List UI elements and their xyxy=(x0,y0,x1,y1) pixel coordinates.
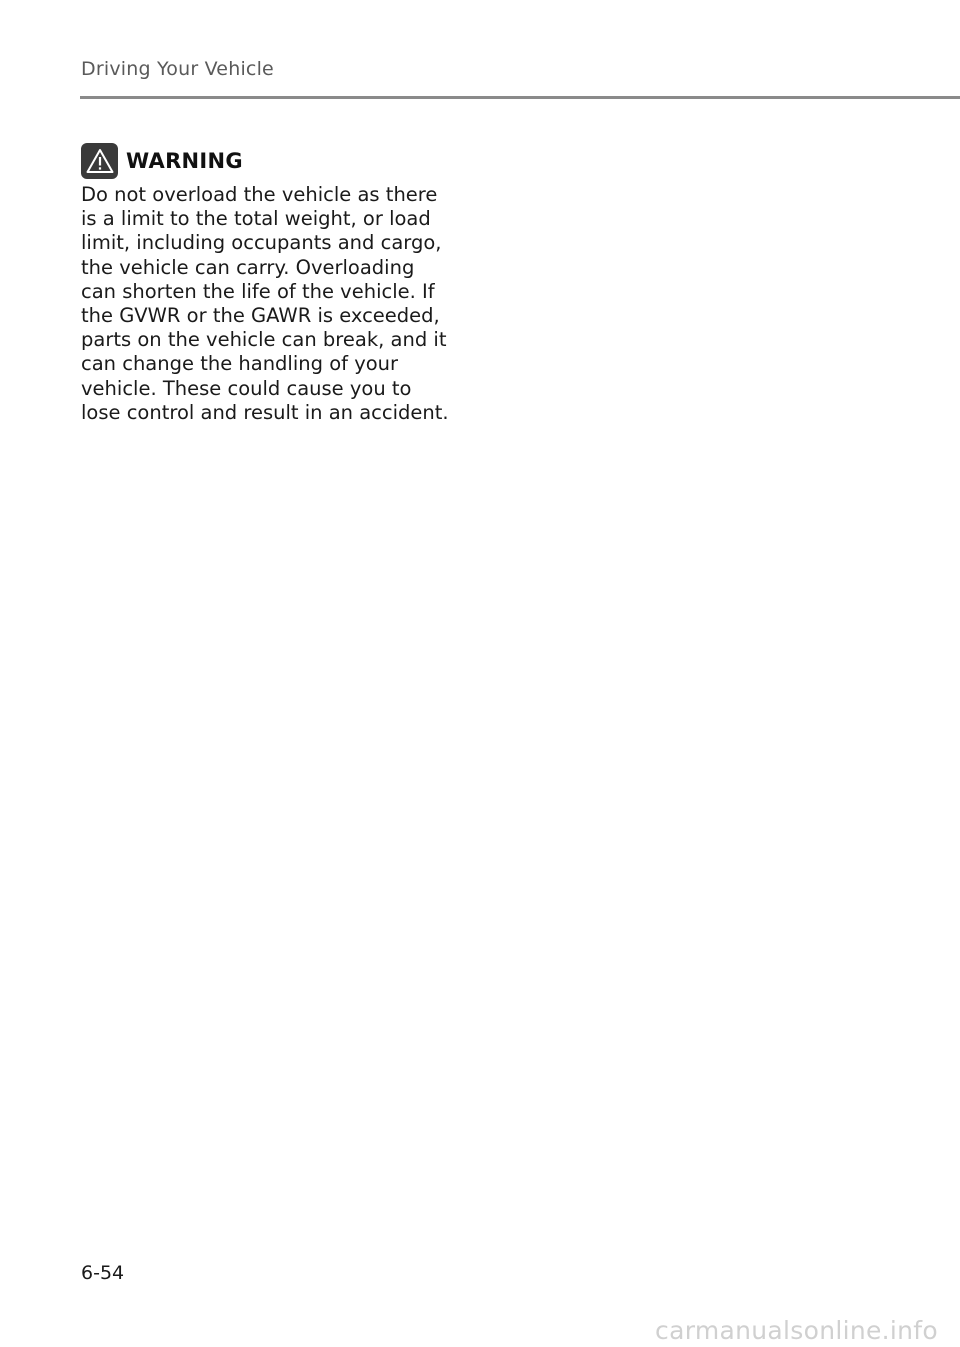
section-title: Driving Your Vehicle xyxy=(81,58,274,80)
warning-line: Do not overload the vehicle as there xyxy=(81,183,438,206)
warning-line: can shorten the life of the vehicle. If xyxy=(81,279,435,303)
warning-line: limit, including occupants and cargo, xyxy=(81,231,442,255)
header-divider xyxy=(80,96,960,99)
warning-line: parts on the vehicle can break, and it xyxy=(81,328,447,352)
page-number: 6-54 xyxy=(81,1262,125,1284)
warning-triangle-icon xyxy=(81,143,118,179)
watermark-link[interactable]: carmanualsonline.info xyxy=(655,1316,938,1345)
warning-text xyxy=(81,183,456,425)
warning-line: lose control and result in an accident. xyxy=(81,400,449,424)
warning-line: vehicle. These could cause you to xyxy=(81,376,412,400)
warning-line: can change the handling of your xyxy=(81,352,399,376)
warning-line: is a limit to the total weight, or load xyxy=(81,207,431,231)
warning-label: WARNING xyxy=(126,149,243,173)
warning-line: the GVWR or the GAWR is exceeded, xyxy=(81,304,440,328)
warning-line: the vehicle can carry. Overloading xyxy=(81,255,415,279)
warning-heading xyxy=(81,143,243,179)
